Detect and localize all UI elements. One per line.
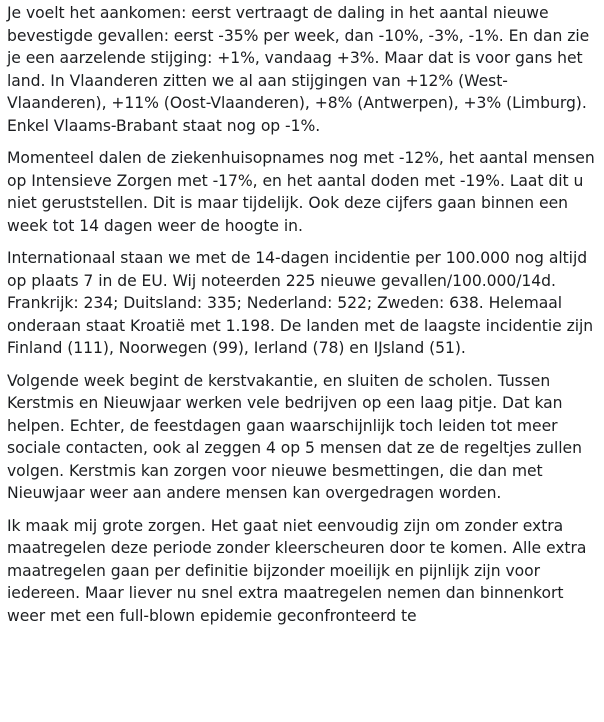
post-paragraph-2: Momenteel dalen de ziekenhuisopnames nog met -12%, het aantal mensen op Intensieve Zorgen met -17%, en het aantal doden met -19%. Laat dit u niet geruststellen. Dit is maar tijdelijk. Ook deze cijfers gaan binnen een week tot 14 dagen weer de hoogte in. xyxy=(7,149,595,235)
post-paragraph-4: Volgende week begint de kerstvakantie, en sluiten de scholen. Tussen Kerstmis en Nieuwjaar werken vele bedrijven op een laag pitje. Dat kan helpen. Echter, de feestdagen gaan waarschijnlijk toch leiden tot meer sociale contacten, ook al zeggen 4 op 5 mensen dat ze de regeltjes zullen volgen. Kerstmis kan zorgen voor nieuwe besmettingen, die dan met Nieuwjaar weer aan andere mensen kan overgedragen worden. xyxy=(7,371,582,502)
post-body xyxy=(7,2,601,637)
post-paragraph-1: Je voelt het aankomen: eerst vertraagt de daling in het aantal nieuwe bevestigde gevallen: eerst -35% per week, dan -10%, -3%, -1%. En dan zie je een aarzelende stijging: +1%, vandaag +3%. Maar dat is voor gans het land. In Vlaanderen zitten we al aan stijgingen van +12% (West-Vlaanderen), +11% (Oost-Vlaanderen), +8% (Antwerpen), +3% (Limburg). Enkel Vlaams-Brabant staat nog op -1%. xyxy=(7,4,590,135)
post-paragraph-3: Internationaal staan we met de 14-dagen incidentie per 100.000 nog altijd op plaats 7 in de EU. Wij noteerden 225 nieuwe gevallen/100.000/14d. Frankrijk: 234; Duitsland: 335; Nederland: 522; Zweden: 638. Helemaal onderaan staat Kroatië met 1.198. De landen met de laagste incidentie zijn Finland (111), Noorwegen (99), Ierland (78) en IJsland (51). xyxy=(7,249,594,357)
post-paragraph-5: Ik maak mij grote zorgen. Het gaat niet eenvoudig zijn om zonder extra maatregelen deze periode zonder kleerscheuren door te komen. Alle extra maatregelen gaan per definitie bijzonder moeilijk en pijnlijk zijn voor iedereen. Maar liever nu snel extra maatregelen nemen dan binnenkort weer met een full-blown epidemie geconfronteerd te xyxy=(7,516,587,625)
